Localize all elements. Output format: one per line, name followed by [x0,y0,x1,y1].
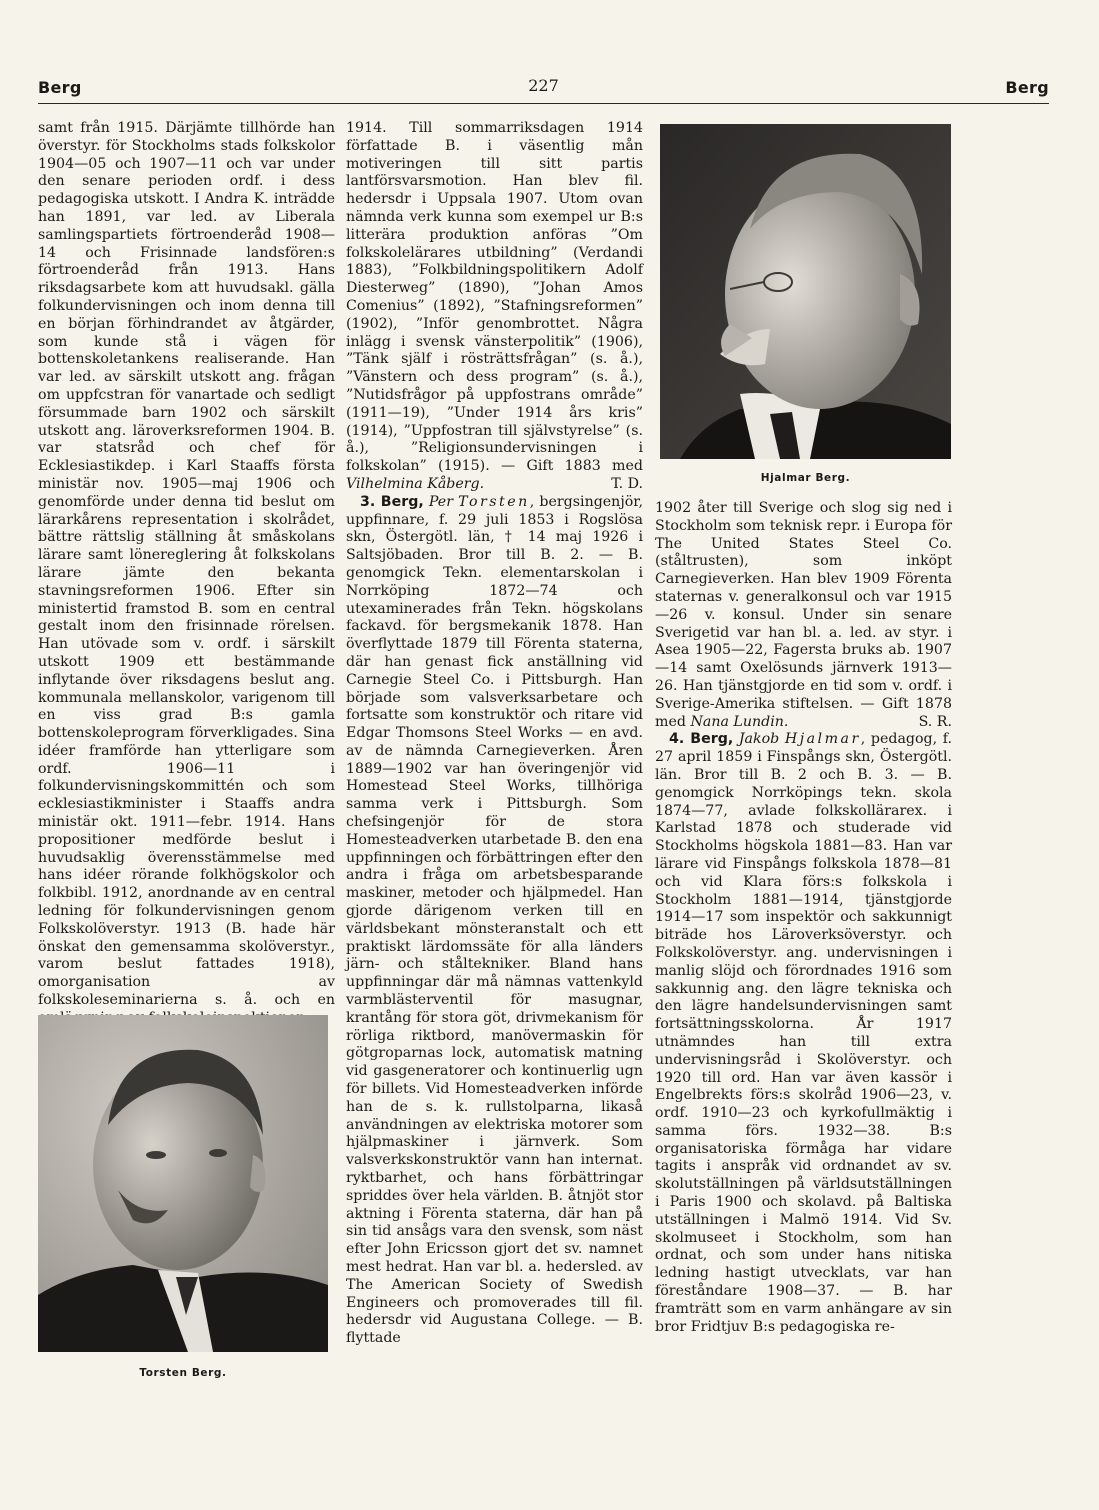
spouse-name: Nana Lundin. [690,713,789,730]
entry-text: , pedagog, f. 27 april 1859 i Finspångs skn, Östergötl. län. Bror till B. 2 och B. 3. — B. genomgick Norrköpings tekn. skola 1874—77, avlade folkskollärarex. i Karlstad 1878 och studerade vid Stockholms högskola 1881—83. Han var lärare vid Finspångs folkskola 1878—81 och vid Klara förs:s folkskola i Stockholm 1881—1914, tjänstgjorde 1914—17 som inspektör och sakkunnigt biträde hos Läroverksöverstyr. och Folkskolöverstyr. ang. undervisningen i manlig slöjd och förordnades 1916 som sakkunnig ang. den lägre tekniska och den lägre handelsundervisningen samt fortsättningsskolorna. År 1917 utnämndes han till extra undervisningsråd i Skolöverstyr. och 1920 till ord. Han var även kassör i Engelbrekts förs:s skolråd 1906—23, v. ordf. 1910—23 och kyrkofullmäktig i samma förs. 1932—38. B:s organisatoriska förmåga har vidare tagits i anspråk vid ordnandet av sv. skolutställningen på världsutställningen i Paris 1900 och skolavd. på Baltiska utställningen i Malmö 1914. Vid Sv. skolmuseet i Stockholm, som han ordnat, och som under hans nitiska ledning hastigt utvecklats, var han föreståndare 1908—37. — B. har framträtt som en varm anhängare av sin bror Fridtjuv B:s pedagogiska re- [655,731,952,1335]
column-1 [38,120,335,1028]
column-2 [346,120,643,1348]
author-signature: S. R. [918,713,952,730]
paragraph-text: 1914. Till sommarriksdagen 1914 författade B. i väsentlig mån motiveringen till sitt partis lantförsvarsmotion. Han blev fil. hedersdr i Uppsala 1907. Utom ovan nämnda verk kunna som exempel ur B:s litterära produktion anföras ”Om folkskolelärares utbildning” (Verdandi 1883), ”Folkbildningspolitikern Adolf Diesterweg” (1890), ”Johan Amos Comenius” (1892), ”Stafningsreformen” (1902), ”Inför genombrottet. Några inlägg i svensk vänsterpolitik” (1906), ”Tänk själf i rösträttsfrågan” (s. å.), ”Vänstern och dess program” (s. å.), ”Nutidsfrågor på uppfostrans område” (1911—19), ”Under 1914 års kris” (1914), ”Uppfostran till självstyrelse” (s. å.), ”Religionsundervisningen i folkskolan” (1915). — Gift 1883 med [346,120,643,475]
portrait-torsten-image [38,1015,328,1352]
entry-called-name: Hjalmar [784,731,861,748]
page-number: 227 [528,76,559,95]
portrait-hjalmar-image [660,124,951,459]
portrait-photo-torsten [38,1015,328,1352]
column-3 [655,500,952,1336]
paragraph: samt från 1915. Därjämte tillhörde han överstyr. för Stockholms stads folkskolor 1904—05 och 1907—11 och var under den senare perioden ordf. i dess pedagogiska utskott. I Andra K. inträdde han 1891, var led. av Liberala samlingspartiets förtroenderåd 1908—14 och Frisinnade landsfören:s förtroenderåd från 1913. Hans riksdagsarbete kom att huvudsakl. gälla folkundervisningen och inom denna till en början förhindrandet av åtgärder, som kunde stå i vägen för bottenskoletankens realiserande. Han var led. av särskilt utskott ang. frågan om uppfcstran för vanartade och sedligt försummade barn 1902 och särskilt utskott ang. läroverksreformen 1904. B. var statsråd och chef för Ecklesiastikdep. i Karl Staaffs första ministär nov. 1905—maj 1906 och genomförde under denna tid beslut om lärarkårens representation i skolrådet, bättre rättslig ställning åt småskolans lärare samt lönereglering åt folkskolans lärare jämte den bekanta stavningsreformen 1906. Efter sin ministertid framstod B. som en central gestalt inom den frisinnade rörelsen. Han utövade som v. ordf. i särskilt utskott 1909 ett bestämmande inflytande över riksdagens beslut ang. kommunala mellanskolor, varigenom till en viss grad B:s gamla bottenskoleprogram förverkligades. Sina idéer framförde han ytterligare som ordf. 1906—11 i folkundervisningskommittén och som ecklesiastikminister i Staaffs andra ministär okt. 1911—febr. 1914. Hans propositioner medförde beslut i huvudsaklig överensstämmelse med hans idéer rörande folkhögskolor och folkbibl. 1912, anordnande av en central ledning för folkundervisningen genom Folkskolöverstyr. 1913 (B. hade här önskat den gemensamma skolöverstyr., varom beslut fattades 1918), omorganisation av folkskoleseminarierna s. å. och en [38,120,335,1009]
photo-caption-torsten: Torsten Berg. [139,1367,227,1379]
paragraph [655,500,952,731]
header-rule [38,103,1049,104]
entry-hjalmar-berg [655,731,952,1336]
entry-torsten-berg [346,494,643,1348]
entry-heading: 4. Berg, [669,731,734,748]
author-signature: T. D. [611,475,643,492]
entry-text: , bergsingenjör, uppfinnare, f. 29 juli 1853 i Rogslösa skn, Östergötl. län, † 14 maj 1926 i Saltsjöbaden. Bror till B. 2. — B. genomgick Tekn. elementarskolan i Norrköping 1872—74 och utexaminerades från Tekn. högskolans fackavd. för bergsmekanik 1878. Han överflyttade 1879 till Förenta staterna, där han genast fick anställning vid Carnegie Steel Co. i Pittsburgh. Han började som valsverksarbetare och fortsatte som konstruktör och ritare vid Edgar Thomsons Steel Works — en avd. av de nämnda Carnegieverken. Åren 1889—1902 var han överingenjör vid Homestead Steel Works, tillhöriga samma verk i Pittsburgh. Som chefsingenjör för de stora Homesteadverken utarbetade B. den ena uppfinningen och förbättringen efter den andra i fråga om arbetsbesparande maskiner, metoder och hjälpmedel. Han gjorde därigenom verken till en världsbekant mönsteranstalt och ett praktiskt lärdomssäte för alla länders järn- och ståltekniker. Bland hans uppfinningar där må nämnas vattenkyld varmblästerventil för masugnar, krantång för stora göt, drivmekanism för rörliga riktbord, manövermaskin för götgroparnas lock, automatisk matning vid gasgeneratorer och kontinuerlig ugn för billets. Vid Homesteadverken införde han de s. k. rullstolparna, likaså användningen av elektriska motorer som hjälpmaskiner i järnverk. Som valsverkskonstruktör vann han internat. ryktbarhet, och hans förbättringar spriddes över hela världen. B. åtnjöt stor aktning i Förenta staterna, där han på sin tid ansågs vara den svensk, som näst efter John Ericsson gjort det sv. namnet mest hedrat. Han var bl. a. hedersled. av The American Society of Swedish Engineers och promoverades till fil. hedersdr vid Augustana College. — B. flyttade [346,493,643,1347]
entry-called-name: Torsten [458,493,530,510]
running-head-right: Berg [1005,78,1049,97]
running-head [38,74,1049,104]
running-head-left: Berg [38,78,82,97]
portrait-photo-hjalmar [660,124,951,459]
photo-caption-hjalmar: Hjalmar Berg. [760,472,851,484]
entry-given-name: Per [428,493,459,510]
spouse-name: Vilhelmina Kåberg. [346,475,485,492]
entry-heading: 3. Berg, [360,493,424,510]
entry-given-name: Jakob [738,731,785,748]
paragraph [346,120,643,494]
paragraph-text: 1902 åter till Sverige och slog sig ned i Stockholm som teknisk repr. i Europa för The United States Steel Co. (ståltrusten), som inköpt Carnegieverken. Han blev 1909 Förenta staternas v. generalkonsul och var 1915—26 v. konsul. Under sin senare Sverigetid var han bl. a. led. av styr. i Asea 1905—22, Fagersta bruks ab. 1907—14 samt Oxelösunds järnverk 1913—26. Han tjänstgjorde en tid som v. ordf. i Sverige-Amerika stiftelsen. — Gift 1878 med [655,500,952,730]
